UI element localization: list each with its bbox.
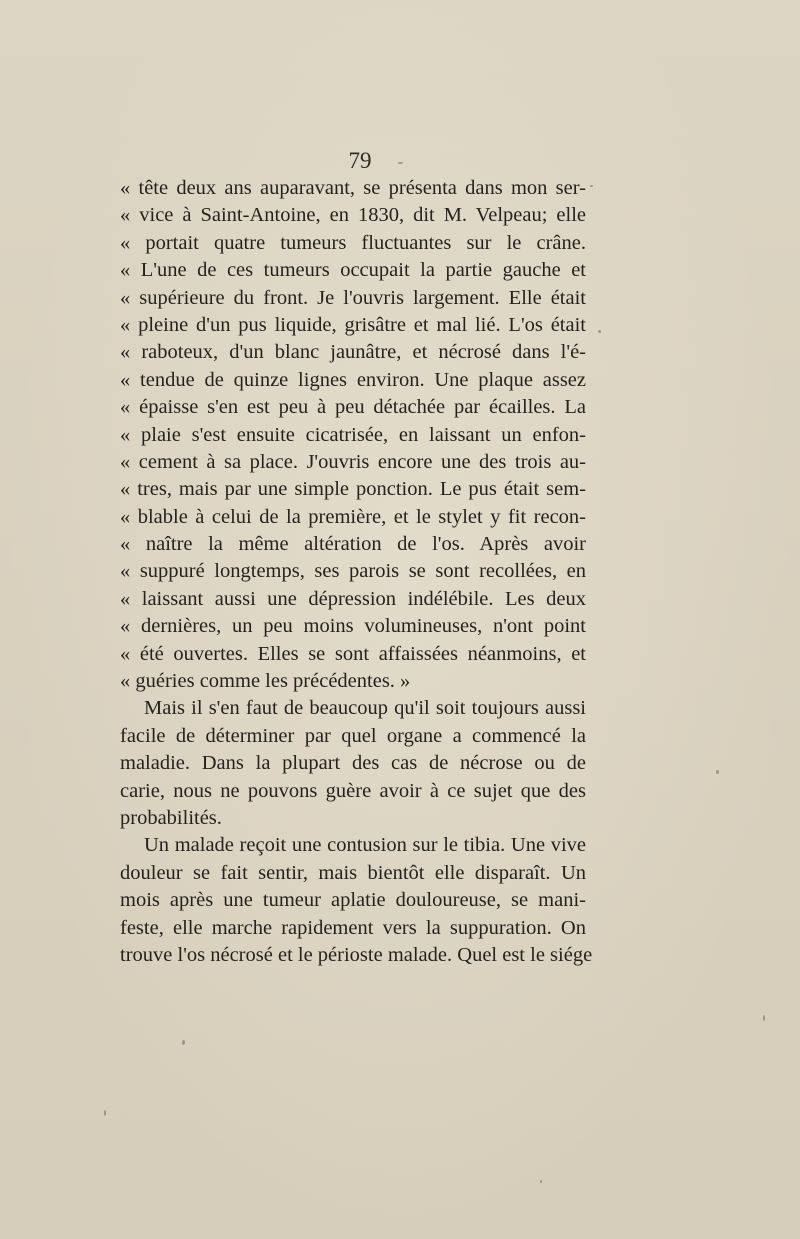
text-line: « tendue de quinze lignes environ. Une plaque assez [120,368,586,391]
page-number: 79 [348,148,372,173]
text-line: « supérieure du front. Je l'ouvris largement. Elle était [120,286,586,309]
text-line: probabilités. [120,806,222,829]
text-line: « tête deux ans auparavant, se présenta dans mon ser- [120,177,586,199]
text-line: « raboteux, d'un blanc jaunâtre, et nécrosé dans l'é- [120,341,586,364]
text-line: Mais il s'en faut de beaucoup qu'il soit toujours aussi [144,697,586,720]
text-line: « portait quatre tumeurs fluctuantes sur le crâne. [120,231,586,254]
text-line: trouve l'os nécrosé et le périoste malade. Quel est le siége [120,943,593,966]
paper-speck [540,1180,542,1183]
text-line: « pleine d'un pus liquide, grisâtre et mal lié. L'os était [120,313,586,336]
text-line: « été ouvertes. Elles se sont affaissées néanmoins, et [120,642,586,665]
text-line: « blable à celui de la première, et le stylet y fit recon- [120,505,586,528]
text-line: « vice à Saint-Antoine, en 1830, dit M. Velpeau; elle [120,204,586,227]
text-line: carie, nous ne pouvons guère avoir à ce sujet que des [120,779,586,802]
text-line: douleur se fait sentir, mais bientôt elle disparaît. Un [120,861,586,884]
text-line: « tres, mais par une simple ponction. Le pus était sem- [120,478,586,501]
paper-speck [598,330,601,333]
text-line: « L'une de ces tumeurs occupait la partie gauche et [120,259,586,282]
paper-speck [716,770,719,774]
text-line: « plaie s'est ensuite cicatrisée, en laissant un enfon- [120,423,586,446]
text-line: « dernières, un peu moins volumineuses, n'ont point [120,615,586,638]
text-line: « naître la même altération de l'os. Après avoir [120,533,586,556]
paper-speck [763,1015,765,1021]
paper-speck [104,1110,106,1116]
paper-speck [398,162,403,164]
text-line: « laissant aussi une dépression indélébile. Les deux [120,587,586,610]
text-line: « suppuré longtemps, ses parois se sont recollées, en [120,560,586,583]
text-line: feste, elle marche rapidement vers la suppuration. On [120,916,586,939]
text-line: maladie. Dans la plupart des cas de nécrose ou de [120,752,586,775]
text-line: facile de déterminer par quel organe a commencé la [120,724,586,747]
text-line: mois après une tumeur aplatie douloureuse, se mani- [120,889,586,912]
text-line: « cement à sa place. J'ouvris encore une des trois au- [120,450,586,473]
paper-speck [590,185,593,187]
text-line: Un malade reçoit une contusion sur le tibia. Une vive [144,834,586,857]
paper-speck [182,1040,185,1045]
text-line: « guéries comme les précédentes. » [120,670,411,693]
text-line: « épaisse s'en est peu à peu détachée par écailles. La [120,396,586,419]
body-text [120,175,593,969]
